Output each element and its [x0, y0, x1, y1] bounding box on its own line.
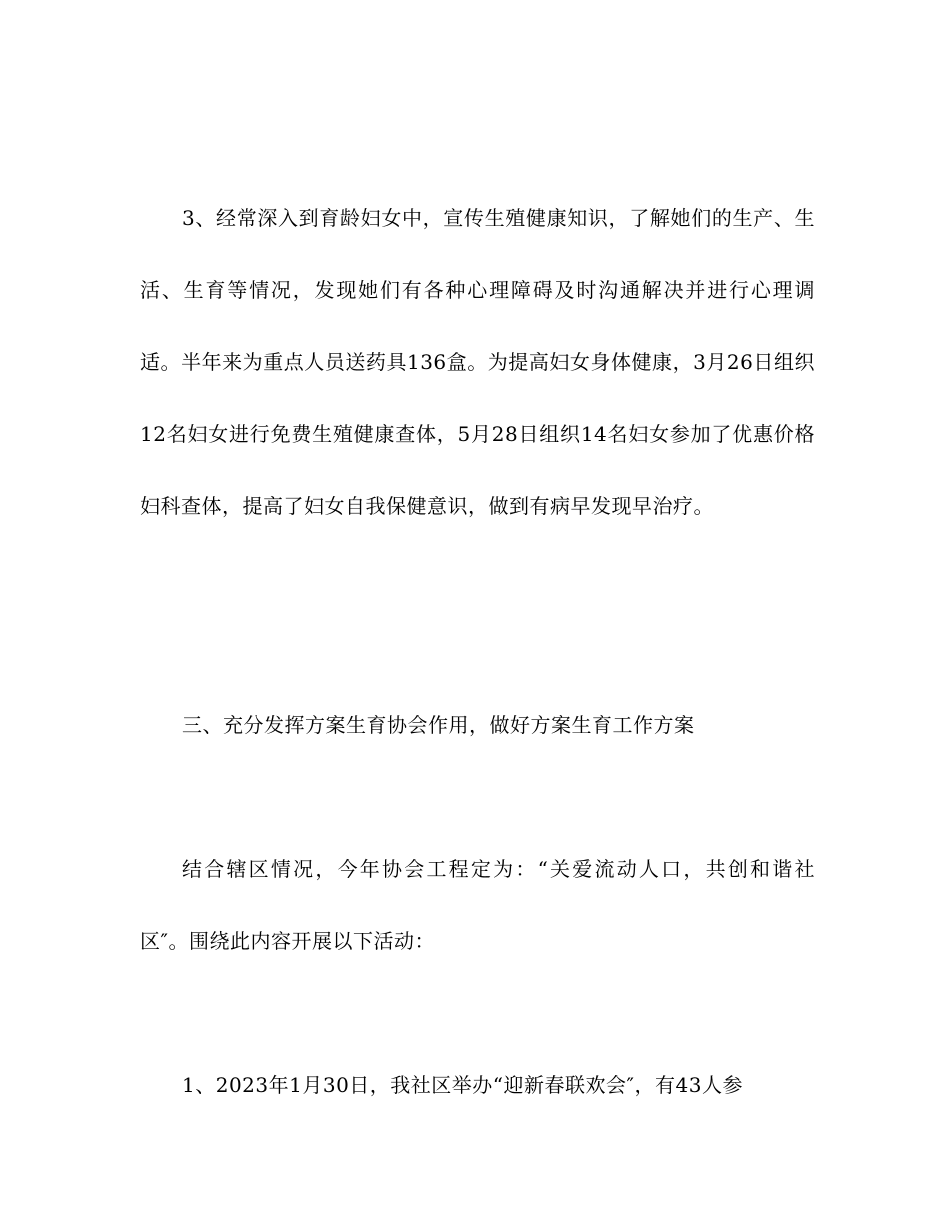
paragraph-new-year-party: 1、2023年1月30日，我社区举办“迎新春联欢会″，有43人参 — [182, 1073, 743, 1097]
paragraph-women-health: 3、经常深入到育龄妇女中，宣传生殖健康知识，了解她们的生产、生活、生育等情况，发现她们有各种心理障碍及时沟通解决并进行心理调适。半年来为重点人员送药具136盒。为提高妇女身体健康，3月26日组织12名妇女进行免费生殖健康查体，5月28日组织14名妇女参加了优惠价格妇科查体，提高了妇女自我保健意识，做到有病早发现早治疗。 — [140, 206, 815, 518]
paragraph-association-project: 结合辖区情况，今年协会工程定为：“关爱流动人口，共创和谐社区″。围绕此内容开展以下活动： — [140, 857, 815, 953]
section-heading-planning-association: 三、充分发挥方案生育协会作用，做好方案生育工作方案 — [182, 713, 695, 737]
